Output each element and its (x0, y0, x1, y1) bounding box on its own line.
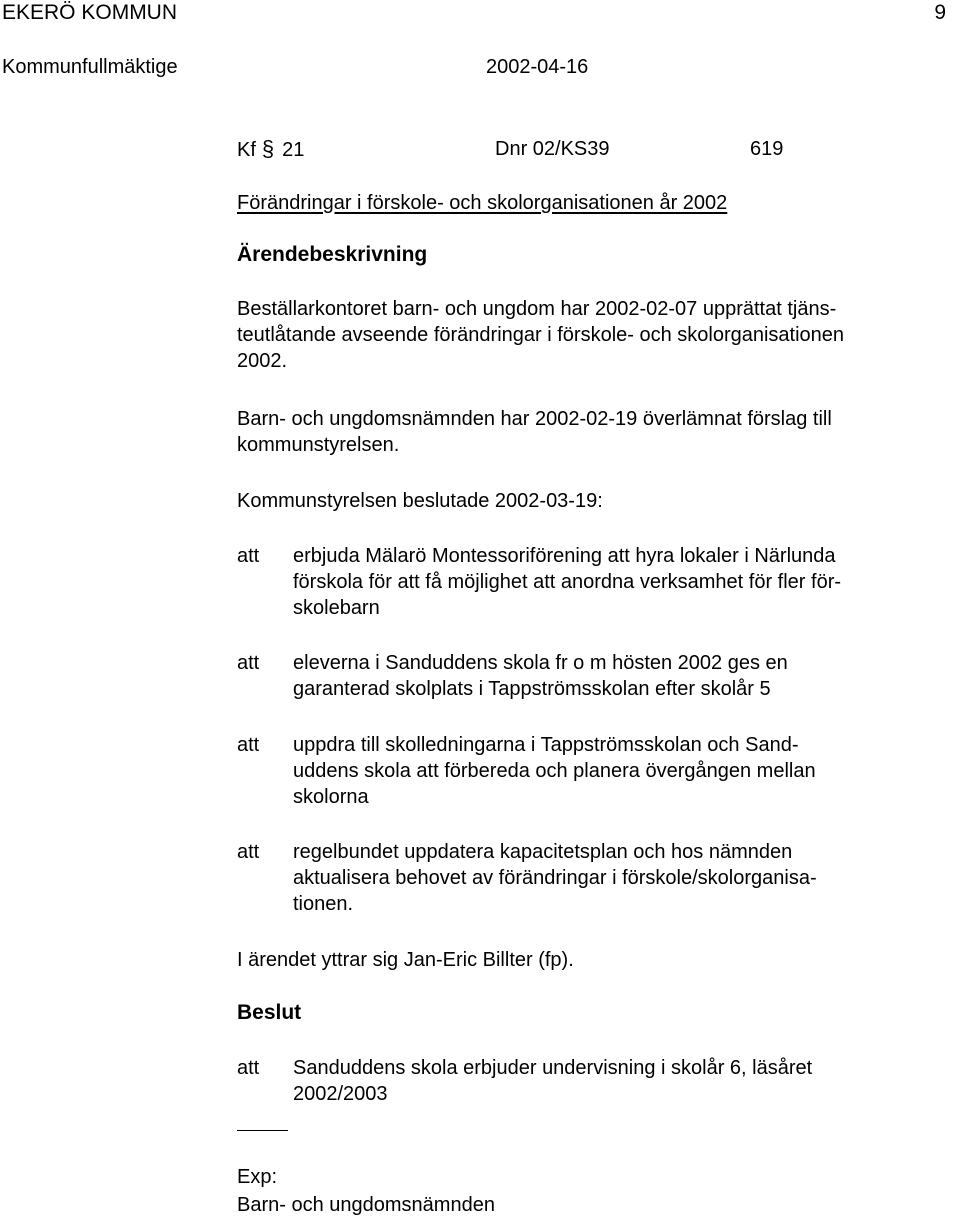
text-line: erbjuda Mälarö Montessoriförening att hyra lokaler i Närlunda (293, 545, 836, 567)
ks-decision-item (293, 543, 841, 621)
text-line: Sanduddens skola erbjuder undervisning i skolår 6, läsåret (293, 1057, 813, 1079)
section-sign: § (261, 136, 275, 161)
att-marker: att (237, 1057, 260, 1079)
divider (237, 1130, 288, 1131)
att-marker: att (237, 734, 260, 756)
text-line: uppdra till skolledningarna i Tappströmsskolan och Sand- (293, 734, 799, 756)
text-line: regelbundet uppdatera kapacitetsplan och hos nämnden (293, 841, 793, 863)
text-line: Kommunstyrelsen beslutade 2002-03-19: (237, 490, 603, 512)
kf-prefix: Kf (237, 139, 256, 161)
att-marker: att (237, 545, 260, 567)
statement (237, 947, 917, 973)
text-line: teutlåtande avseende förändringar i förskole- och skolorganisationen (237, 324, 845, 346)
case-kf (237, 136, 304, 163)
text-line: Beställarkontoret barn- och ungdom har 2002-02-07 upprättat tjäns- (237, 298, 837, 320)
text-line: förskola för att få möjlighet att anordna verksamhet för fler för- (293, 571, 842, 593)
case-subject: Förändringar i förskole- och skolorganisationen år 2002 (237, 192, 728, 214)
text-line: skolorna (293, 786, 369, 808)
text-line: I ärendet yttrar sig Jan-Eric Billter (fp). (237, 949, 574, 971)
text-line: 2002/2003 (293, 1083, 388, 1105)
council-name: Kommunfullmäktige (2, 56, 178, 78)
municipality-name: EKERÖ KOMMUN (2, 1, 178, 24)
description-paragraph-3 (237, 488, 917, 514)
ks-decision-item (293, 732, 816, 810)
ks-decision-item (293, 839, 817, 917)
kf-number: 21 (282, 139, 305, 161)
case-page-number: 619 (750, 138, 784, 160)
decision-heading: Beslut (237, 1001, 302, 1024)
description-paragraph-2 (237, 406, 917, 458)
page-number: 9 (934, 1, 946, 24)
text-line: skolebarn (293, 597, 380, 619)
description-heading: Ärendebeskrivning (237, 243, 428, 266)
att-marker: att (237, 652, 260, 674)
text-line: Barn- och ungdomsnämnden har 2002-02-19 överlämnat förslag till (237, 408, 832, 430)
text-line: tionen. (293, 893, 354, 915)
text-line: garanterad skolplats i Tappströmsskolan efter skolår 5 (293, 678, 771, 700)
description-paragraph-1 (237, 296, 917, 374)
case-dnr: Dnr 02/KS39 (495, 138, 610, 160)
text-line: 2002. (237, 350, 288, 372)
ks-decision-item (293, 650, 788, 702)
exp-recipient: Barn- och ungdomsnämnden (237, 1194, 495, 1216)
exp-label: Exp: (237, 1166, 278, 1188)
text-line: kommunstyrelsen. (237, 434, 400, 456)
text-line: uddens skola att förbereda och planera övergången mellan (293, 760, 816, 782)
decision-item (293, 1055, 812, 1107)
att-marker: att (237, 841, 260, 863)
meeting-date: 2002-04-16 (486, 56, 589, 78)
text-line: eleverna i Sanduddens skola fr o m hösten 2002 ges en (293, 652, 788, 674)
text-line: aktualisera behovet av förändringar i förskole/skolorganisa- (293, 867, 817, 889)
